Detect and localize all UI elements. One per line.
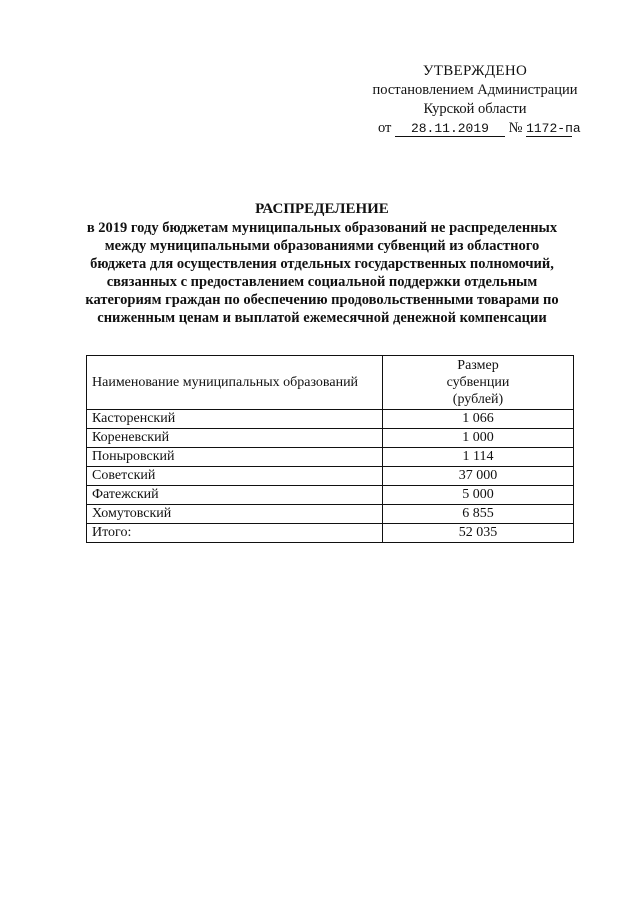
- table-total-row: [87, 524, 574, 543]
- column-header-amount-line: Размер: [457, 358, 499, 373]
- approval-line-2: Курской области: [423, 101, 527, 117]
- approval-date: 28.11.2019: [395, 121, 505, 137]
- table-row: [87, 505, 574, 524]
- document-title: РАСПРЕДЕЛЕНИЕ: [255, 201, 389, 217]
- table-header-row: [87, 356, 574, 410]
- table-row: [87, 429, 574, 448]
- subvention-table: [86, 355, 574, 543]
- approval-date-line: [360, 119, 590, 138]
- subvention-amount: 5 000: [383, 486, 574, 505]
- column-header-amount-line: субвенции: [446, 375, 510, 390]
- municipality-name: Фатежский: [87, 486, 383, 505]
- approval-stamp: [360, 62, 590, 138]
- heading-line: бюджета для осуществления отдельных государственных полномочий,: [90, 256, 554, 272]
- column-header-amount-line: (рублей): [452, 392, 504, 407]
- municipality-name: Поныровский: [87, 448, 383, 467]
- heading-line: сниженным ценам и выплатой ежемесячной денежной компенсации: [97, 310, 547, 326]
- approval-number: 1172-па: [526, 121, 581, 136]
- municipality-name: Хомутовский: [87, 505, 383, 524]
- subvention-amount: 37 000: [383, 467, 574, 486]
- column-header-amount: [383, 356, 574, 410]
- heading-line: между муниципальными образованиями субвенций из областного: [104, 238, 540, 254]
- municipality-name: Касторенский: [87, 410, 383, 429]
- table-row: [87, 410, 574, 429]
- heading-line: в 2019 году бюджетам муниципальных образований не распределенных: [86, 220, 558, 236]
- approval-title: УТВЕРЖДЕНО: [422, 63, 528, 79]
- municipality-name: Кореневский: [87, 429, 383, 448]
- date-prefix: от: [377, 120, 392, 136]
- column-header-name: Наименование муниципальных образований: [87, 356, 383, 410]
- subvention-amount: 1 000: [383, 429, 574, 448]
- document-heading: [72, 200, 572, 327]
- total-amount: 52 035: [383, 524, 574, 543]
- heading-line: категориям граждан по обеспечению продовольственными товарами по: [85, 292, 559, 308]
- total-label: Итого:: [87, 524, 383, 543]
- table-row: [87, 486, 574, 505]
- table-row: [87, 448, 574, 467]
- subvention-amount: 6 855: [383, 505, 574, 524]
- subvention-amount: 1 114: [383, 448, 574, 467]
- approval-line-1: постановлением Администрации: [372, 82, 578, 98]
- heading-line: связанных с предоставлением социальной поддержки отдельным: [106, 274, 538, 290]
- number-prefix: №: [508, 120, 523, 136]
- table-row: [87, 467, 574, 486]
- municipality-name: Советский: [87, 467, 383, 486]
- subvention-amount: 1 066: [383, 410, 574, 429]
